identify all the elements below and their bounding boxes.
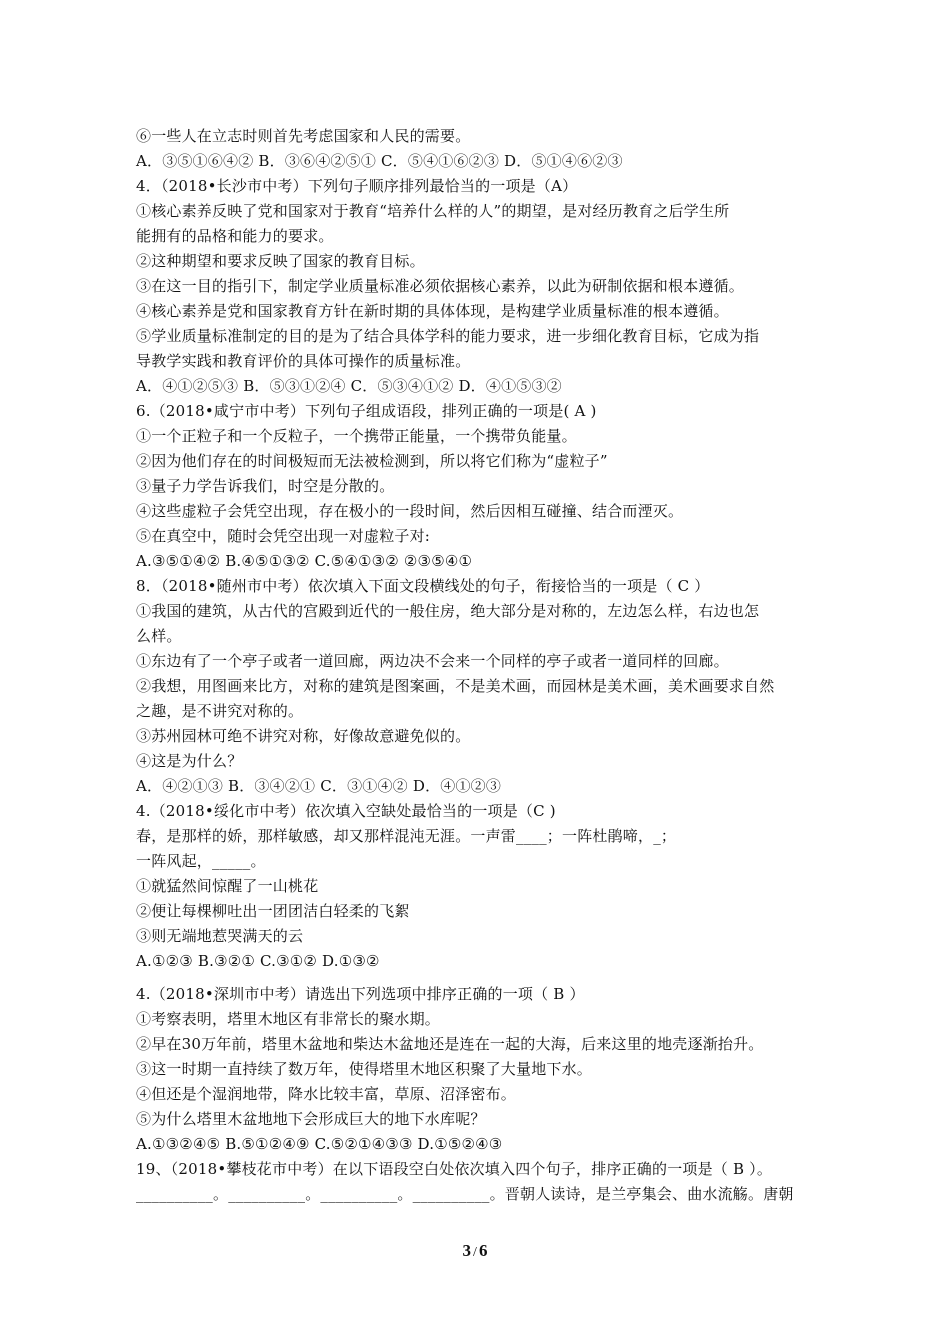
text-line: ①考察表明，塔里木地区有非常长的聚水期。 <box>136 1010 441 1028</box>
text-line: ③这一时期一直持续了数万年，使得塔里木地区积聚了大量地下水。 <box>136 1060 593 1078</box>
text-line: ⑤学业质量标准制定的目的是为了结合具体学科的能力要求，进一步细化教育目标，它成为指 <box>136 327 760 345</box>
text-line: ④但还是个湿润地带，降水比较丰富，草原、沼泽密布。 <box>136 1085 517 1103</box>
text-line: 19、（2018•攀枝花市中考）在以下语段空白处依次填入四个句子，排序正确的一项是（ B ）。 <box>136 1160 773 1178</box>
text-line: 6.（2018•咸宁市中考）下列句子组成语段，排列正确的一项是( A ) <box>136 402 597 420</box>
text-line: ①核心素养反映了党和国家对于教育“培养什么样的人”的期望，是对经历教育之后学生所 <box>136 202 730 220</box>
page-number <box>0 1241 950 1261</box>
text-line: ③苏州园林可绝不讲究对称，好像故意避免似的。 <box>136 727 471 745</box>
text-line: ④核心素养是党和国家教育方针在新时期的具体体现，是构建学业质量标准的根本遵循。 <box>136 302 729 320</box>
text-line: A.①②③ B.③②① C.③①② D.①③② <box>136 952 380 970</box>
text-line: ①我国的建筑，从古代的宫殿到近代的一般住房，绝大部分是对称的，左边怎么样，右边也怎 <box>136 602 760 620</box>
text-line: ⑤在真空中，随时会凭空出现一对虚粒子对: <box>136 527 431 545</box>
text-line: A．④②①③ B．③④②① C．③①④② D．④①②③ <box>136 777 502 795</box>
text-line: 么样。 <box>136 627 182 645</box>
text-line: 4.（2018•绥化市中考）依次填入空缺处最恰当的一项是（C ) <box>136 802 556 820</box>
text-line: 导教学实践和教育评价的具体可操作的质量标准。 <box>136 352 471 370</box>
page-separator: / <box>473 1245 477 1260</box>
text-line: 能拥有的品格和能力的要求。 <box>136 227 334 245</box>
current-page-number: 3 <box>462 1241 472 1260</box>
text-line: __________。__________。__________。__________。晋朝人读诗，是兰亭集会、曲水流觞。唐朝 <box>136 1185 794 1203</box>
text-line: ①一个正粒子和一个反粒子，一个携带正能量，一个携带负能量。 <box>136 427 577 445</box>
text-line: ①就猛然间惊醒了一山桃花 <box>136 877 319 895</box>
text-line: 一阵风起，_____。 <box>136 852 266 870</box>
text-line: ①东边有了一个亭子或者一道回廊，两边决不会来一个同样的亭子或者一道同样的回廊。 <box>136 652 729 670</box>
text-line: ⑥一些人在立志时则首先考虑国家和人民的需要。 <box>136 127 471 145</box>
text-line: ③在这一目的指引下，制定学业质量标准必须依据核心素养，以此为研制依据和根本遵循。 <box>136 277 745 295</box>
text-line: A.③⑤①④② B.④⑤①③② C.⑤④①③② ②③⑤④① <box>136 552 473 570</box>
text-line: ③量子力学告诉我们，时空是分散的。 <box>136 477 395 495</box>
text-line: 8．（2018•随州市中考）依次填入下面文段横线处的句子，衔接恰当的一项是（ C ） <box>136 577 710 595</box>
text-line: 之趣，是不讲究对称的。 <box>136 702 304 720</box>
text-line: A．③⑤①⑥④② B．③⑥④②⑤① C．⑤④①⑥②③ D．⑤①④⑥②③ <box>136 152 623 170</box>
text-line: ②便让每棵柳吐出一团团洁白轻柔的飞絮 <box>136 902 410 920</box>
text-line: ⑤为什么塔里木盆地地下会形成巨大的地下水库呢？ <box>136 1110 486 1128</box>
text-line: 4．（2018•长沙市中考）下列句子顺序排列最恰当的一项是（A） <box>136 177 578 195</box>
text-line: A．④①②⑤③ B．⑤③①②④ C．⑤③④①② D．④①⑤③② <box>136 377 562 395</box>
total-pages-number: 6 <box>478 1241 488 1260</box>
text-line: ②我想，用图画来比方，对称的建筑是图案画，不是美术画，而园林是美术画，美术画要求自然 <box>136 677 775 695</box>
text-line: ②早在30万年前，塔里木盆地和柴达木盆地还是连在一起的大海，后来这里的地壳逐渐抬升。 <box>136 1035 764 1053</box>
text-line: ④这些虚粒子会凭空出现，存在极小的一段时间，然后因相互碰撞、结合而湮灭。 <box>136 502 684 520</box>
text-line: 春，是那样的娇，那样敏感，却又那样混沌无涯。一声雷____；一阵杜鹃啼，_； <box>136 827 677 845</box>
text-line: 4.（2018•深圳市中考）请选出下列选项中排序正确的一项（ B ） <box>136 985 585 1003</box>
text-line: ③则无端地惹哭满天的云 <box>136 927 304 945</box>
text-line: ②因为他们存在的时间极短而无法被检测到，所以将它们称为“虚粒子” <box>136 452 608 470</box>
text-line: A.①③②④⑤ B.⑤①②④⑨ C.⑤②①④③③ D.①⑤②④③ <box>136 1135 503 1153</box>
text-line: ④这是为什么？ <box>136 752 243 770</box>
text-line: ②这种期望和要求反映了国家的教育目标。 <box>136 252 425 270</box>
document-body <box>136 124 826 1207</box>
